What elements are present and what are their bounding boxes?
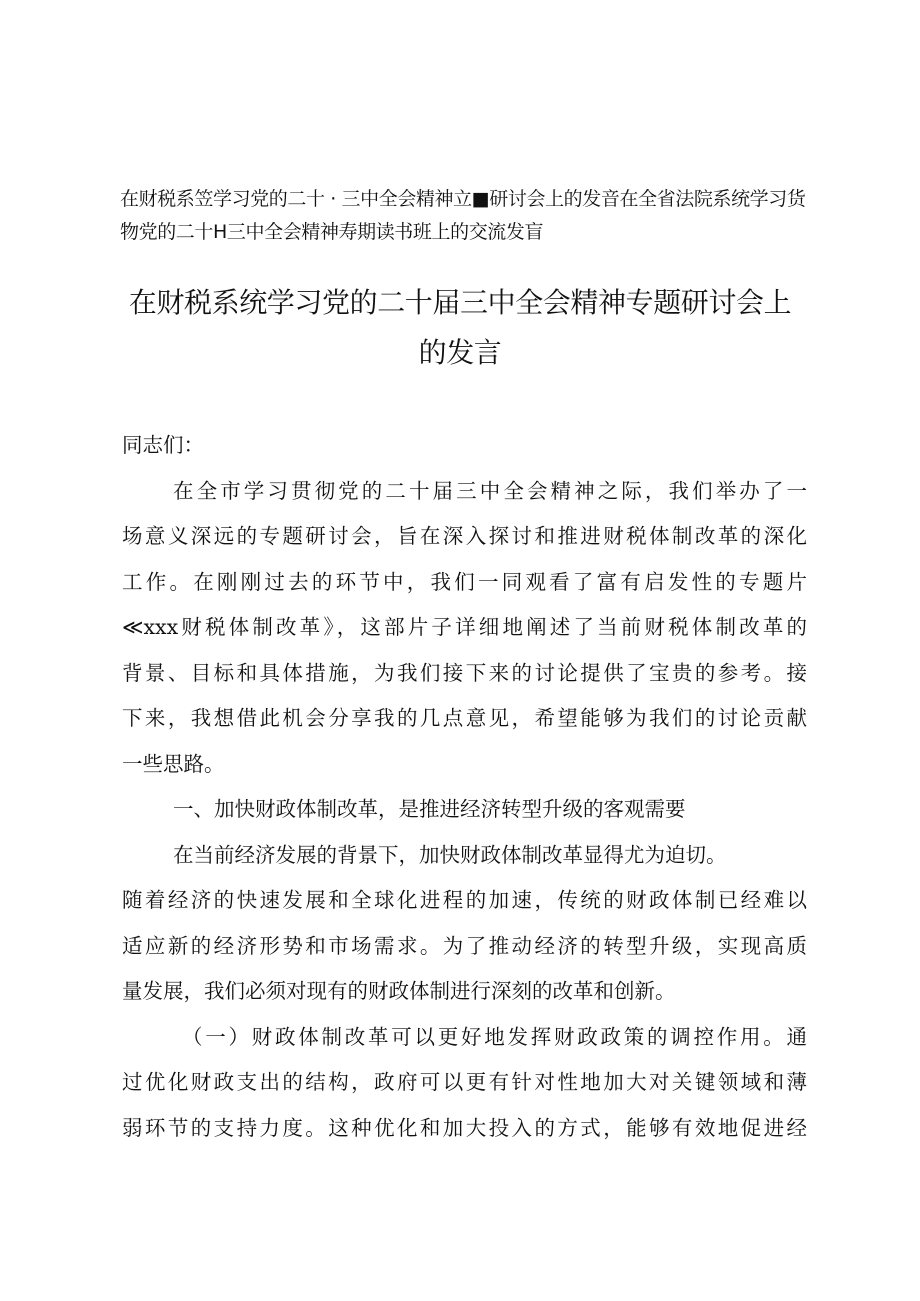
paragraph-line: （一）财政体制改革可以更好地发挥财政政策的调控作用。通: [182, 1024, 807, 1049]
toc-line-1: 在财税系笠学习党的二十 · 三中全会精神立■研讨会上的发音在全省法院系统学习货: [120, 188, 806, 210]
page-title: [100, 278, 820, 378]
paragraph-line: 背景、目标和具体措施，为我们接下来的讨论提供了宝贵的参考。接: [122, 660, 807, 685]
section1-paragraph-1: [122, 833, 807, 1015]
paragraph-line: 场意义深远的专题研讨会，旨在深入探讨和推进财税体制改革的深化: [122, 524, 807, 548]
section-heading: 一、加快财政体制改革，是推进经济转型升级的客观需要: [173, 797, 686, 821]
paragraph-line: 随着经济的快速发展和全球化进程的加速，传统的财政体制已经难以: [122, 888, 807, 912]
title-line-1: 在财税系统学习党的二十届三中全会精神专题研讨会上: [128, 286, 792, 319]
paragraph-line: 一些思路。: [122, 751, 225, 776]
paragraph-line: 量发展，我们必须对现有的财政体制进行深刻的改革和创新。: [122, 979, 676, 1003]
salutation: 同志们：: [122, 433, 204, 457]
document-header-toc: [120, 183, 810, 249]
paragraph-line: 过优化财政支出的结构，政府可以更有针对性地加大对关键领域和薄: [122, 1070, 807, 1094]
title-line-2: 的发言: [418, 336, 502, 369]
document-body: [122, 423, 807, 1151]
paragraph-line: 下来，我想借此机会分享我的几点意见，希望能够为我们的讨论贡献: [122, 706, 807, 730]
paragraph-line: 适应新的经济形势和市场需求。为了推动经济的转型升级，实现高质: [122, 933, 807, 958]
toc-line-2: 物党的二十H三中全会精神寿期读书班上的交流发盲: [120, 221, 544, 243]
paragraph-line: ≪xxx财税体制改革》，这部片子详细地阐述了当前财税体制改革的: [122, 615, 807, 639]
section1-paragraph-2: [122, 1015, 807, 1152]
paragraph-line: 在当前经济发展的背景下，加快财政体制改革显得尤为迫切。: [173, 842, 727, 867]
paragraph-line: 工作。在刚刚过去的环节中，我们一同观看了富有启发性的专题片: [122, 569, 807, 594]
paragraph-line: 弱环节的支持力度。这种优化和加大投入的方式，能够有效地促进经: [122, 1115, 807, 1140]
paragraph-line: 在全市学习贯彻党的二十届三中全会精神之际，我们举办了一: [173, 478, 807, 503]
intro-paragraph: [122, 469, 807, 788]
